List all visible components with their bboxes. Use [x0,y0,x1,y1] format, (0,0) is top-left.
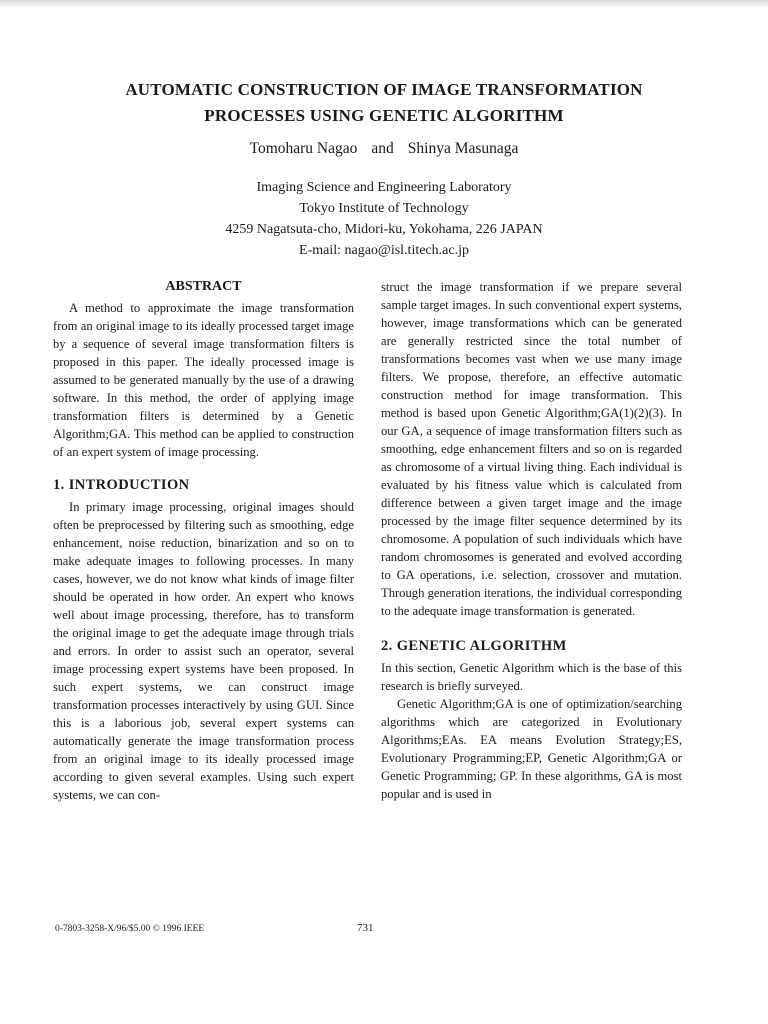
affiliation-lab: Imaging Science and Engineering Laboratory [256,180,512,195]
affiliation-block [60,177,708,261]
paper-title [60,77,708,129]
left-column [53,278,354,804]
affiliation-email: E-mail: nagao@isl.titech.ac.jp [299,243,469,258]
introduction-body-continued: struct the image transformation if we prepare several sample target images. In such conventional expert systems, however, image transformations which can be generated are generally restricted since the total number of transformations becomes vast when we use many image filters. We propose, therefore, an effective automatic construction method for image transformation. This method is based upon Genetic Algorithm;GA(1)(2)(3). In our GA, a sequence of image transformation filters such as smoothing, edge enhancement filters and so on is regarded as chromosome of a virtual living thing. Each individual is evaluated by his fitness value which is calculated from difference between a given target image and the image processed by the image filter sequence determined by its chromosome. A population of such individuals which have random chromosomes is generated and evolved according to GA operations, i.e. selection, crossover and mutation. Through generation iterations, the individual corresponding to the adequate image transformation is generated. [381,280,682,618]
author-name: Shinya Masunaga [407,140,519,157]
section-heading-introduction: 1. INTRODUCTION [53,477,190,493]
section-heading-genetic-algorithm: 2. GENETIC ALGORITHM [381,638,567,654]
scan-edge [0,0,768,8]
abstract-heading: ABSTRACT [165,279,242,294]
ga-paragraph-1: In this section, Genetic Algorithm which is the base of this research is briefly surveyed. [381,661,682,693]
right-column [381,278,682,803]
abstract-body: A method to approximate the image transformation from an original image to its ideally processed target image by a sequence of several image transformation filters is proposed in this paper. The ideally processed image is assumed to be generated manually by the use of a drawing software. In this method, the order of applying image transformation filters is determined by a Genetic Algorithm;GA. This method can be applied to construction of an expert system of image processing. [53,301,354,459]
author-list [60,140,708,158]
introduction-body: In primary image processing, original images should often be preprocessed by filtering such as smoothing, edge enhancement, noise reduction, binarization and so on to make adequate images to following processes. In many cases, however, we do not know what kinds of image filter should be operated in how order. An expert who knows well about image processing, therefore, has to transform the original image to get the adequate image through trials and errors. In order to assist such an operator, several image processing expert systems have been proposed. In such expert systems, we can construct image transformation processes interactively by using GUI. Since this is a laborious job, several expert systems can automatically generate the image transformation process from an original image to its ideally processed image according to given several examples. Using such expert systems, we can con- [53,500,354,802]
page-number: 731 [357,922,374,934]
copyright-notice: 0-7803-3258-X/96/$5.00 © 1996 IEEE [55,924,205,934]
affiliation-institute: Tokyo Institute of Technology [299,201,469,216]
ga-paragraph-2: Genetic Algorithm;GA is one of optimization/searching algorithms which are categorized in Evolutionary Algorithms;EAs. EA means Evolution Strategy;ES, Evolutionary Programming;EP, Genetic Algorithm;GA or Genetic Programming; GP. In these algorithms, GA is most popular and is used in [381,697,682,801]
author-name: Tomoharu Nagao [249,140,358,157]
title-line-1: AUTOMATIC CONSTRUCTION OF IMAGE TRANSFORMATION [125,80,643,99]
author-joiner: and [371,140,394,157]
title-line-2: PROCESSES USING GENETIC ALGORITHM [204,106,564,125]
affiliation-address: 4259 Nagatsuta-cho, Midori-ku, Yokohama, 226 JAPAN [225,222,543,237]
